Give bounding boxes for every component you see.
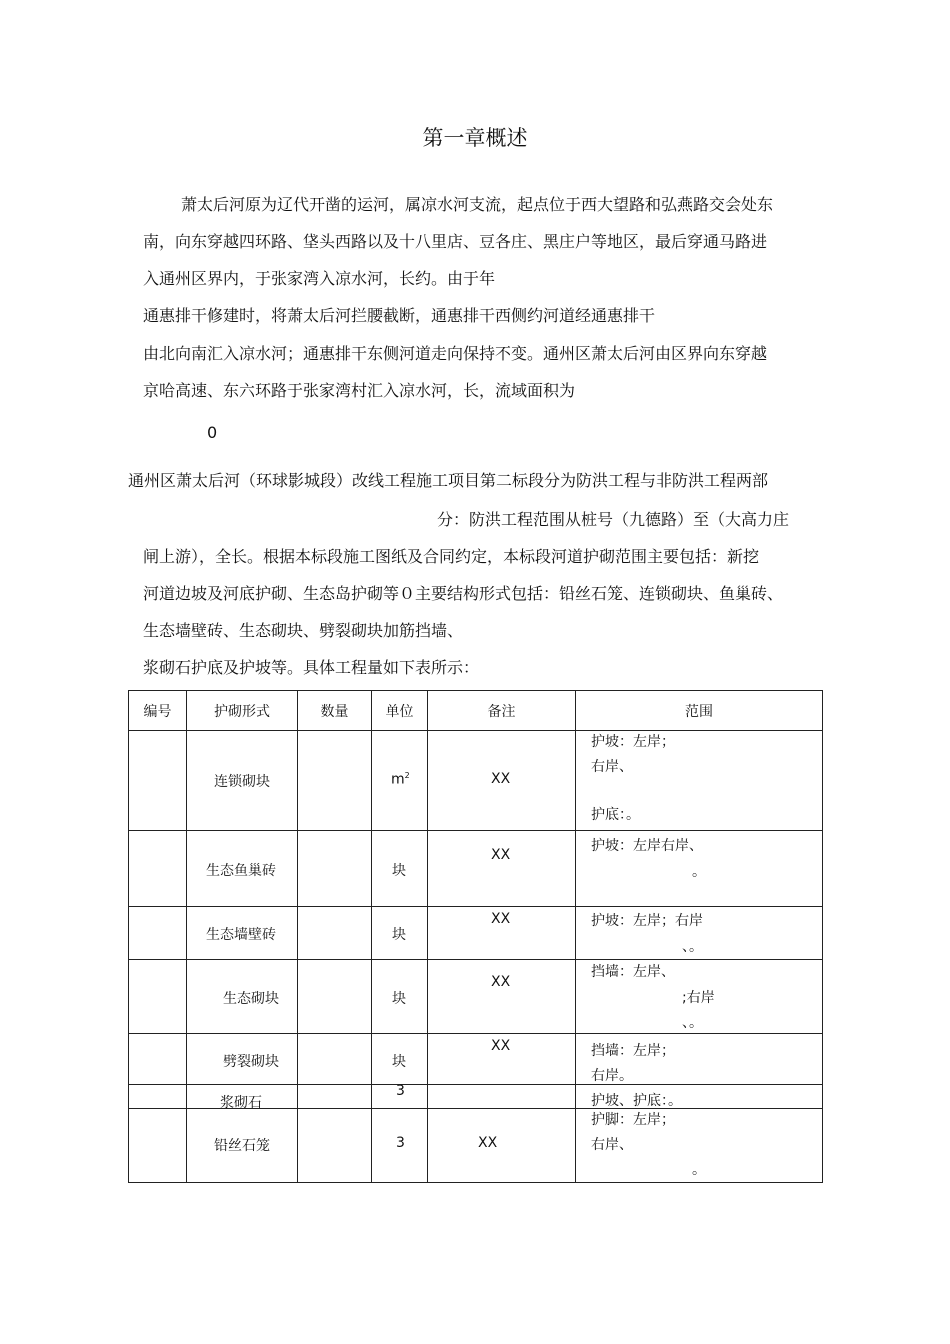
note-label: XX — [478, 1135, 498, 1151]
cell-range — [576, 1085, 823, 1109]
cell-form — [187, 731, 298, 831]
table-row — [129, 1034, 823, 1085]
paragraph-line: 京哈高速、东六环路于张家湾村汇入凉水河，长，流域面积为 — [143, 381, 576, 400]
unit-label: 块 — [392, 863, 406, 879]
cell-unit — [372, 1109, 428, 1183]
table-row — [129, 731, 823, 831]
cell-qty — [298, 831, 372, 907]
form-label: 生态砌块 — [223, 991, 279, 1007]
range-line: 护坡：左岸右岸、 — [591, 838, 703, 854]
cell-unit — [372, 1034, 428, 1085]
header-qty: 数量 — [298, 691, 372, 731]
range-line: 。 — [692, 864, 706, 880]
range-line: 右岸。 — [591, 1068, 633, 1084]
paragraph-line: 萧太后河原为辽代开凿的运河，属凉水河支流，起点位于西大望路和弘燕路交会处东 — [181, 195, 774, 214]
cell-qty — [298, 731, 372, 831]
unit-label: 块 — [392, 991, 406, 1007]
cell-id — [129, 960, 187, 1034]
cell-note — [428, 1085, 576, 1109]
unit-label: 3 — [396, 1135, 405, 1151]
unit-label: 块 — [392, 1054, 406, 1070]
table-row — [129, 907, 823, 960]
cell-range — [576, 1109, 823, 1183]
unit-label: 块 — [392, 927, 406, 943]
cell-qty — [298, 907, 372, 960]
range-line: 右岸、 — [591, 1137, 633, 1153]
form-label: 劈裂砌块 — [223, 1054, 279, 1070]
paragraph-line: 由北向南汇入凉水河；通惠排干东侧河道走向保持不变。通州区萧太后河由区界向东穿越 — [143, 344, 768, 363]
range-line: 护坡、护底：。 — [591, 1093, 682, 1109]
cell-form — [187, 1085, 298, 1109]
cell-range — [576, 1034, 823, 1085]
cell-id — [129, 1085, 187, 1109]
unit-label: $m^2$ — [391, 771, 410, 788]
paragraph-line: 闸上游），全长。根据本标段施工图纸及合同约定，本标段河道护砌范围主要包括：新挖 — [143, 547, 760, 566]
table-header-row — [129, 691, 823, 731]
cell-form — [187, 1109, 298, 1183]
table-row — [129, 1109, 823, 1183]
paragraph-line: 通州区萧太后河（环球影城段）改线工程施工项目第二标段分为防洪工程与非防洪工程两部 — [128, 471, 769, 490]
cell-id — [129, 831, 187, 907]
cell-qty — [298, 1085, 372, 1109]
cell-form — [187, 960, 298, 1034]
cell-range — [576, 831, 823, 907]
cell-id — [129, 1109, 187, 1183]
header-note: 备注 — [428, 691, 576, 731]
note-label: XX — [491, 911, 511, 927]
cell-note — [428, 907, 576, 960]
cell-unit — [372, 831, 428, 907]
cell-id — [129, 1034, 187, 1085]
range-line: 右岸、 — [591, 759, 633, 775]
paragraph-line: 分：防洪工程范围从桩号（九德路）至（大高力庄 — [437, 510, 790, 529]
cell-range — [576, 960, 823, 1034]
range-line: ;右岸 — [682, 990, 715, 1006]
cell-qty — [298, 1109, 372, 1183]
table-row — [129, 960, 823, 1034]
cell-range — [576, 731, 823, 831]
cell-unit — [372, 960, 428, 1034]
cell-note — [428, 831, 576, 907]
paragraph-line: 入通州区界内，于张家湾入凉水河，长约。由于年 — [143, 269, 496, 288]
range-line: 、。 — [682, 1015, 703, 1031]
table-row — [129, 831, 823, 907]
quantity-table — [128, 690, 823, 1183]
cell-form — [187, 1034, 298, 1085]
header-unit: 单位 — [372, 691, 428, 731]
cell-range — [576, 907, 823, 960]
cell-id — [129, 907, 187, 960]
paragraph-line: 河道边坡及河底护砌、生态岛护砌等０主要结构形式包括：铅丝石笼、连锁砌块、鱼巢砖、 — [143, 584, 784, 603]
header-id: 编号 — [129, 691, 187, 731]
range-line: 护底：。 — [591, 807, 640, 823]
header-range: 范围 — [576, 691, 823, 731]
cell-note — [428, 1109, 576, 1183]
form-label: 生态鱼巢砖 — [206, 863, 276, 879]
range-line: 护坡：左岸；右岸 — [591, 913, 703, 929]
form-label: 铅丝石笼 — [214, 1138, 270, 1154]
note-label: XX — [491, 771, 511, 787]
cell-note — [428, 960, 576, 1034]
cell-note — [428, 731, 576, 831]
chapter-title: 第一章概述 — [422, 126, 528, 150]
header-form: 护砌形式 — [187, 691, 298, 731]
cell-qty — [298, 1034, 372, 1085]
note-label: XX — [491, 974, 511, 990]
paragraph-line: 生态墙壁砖、生态砌块、劈裂砌块加筋挡墙、 — [143, 621, 464, 640]
cell-unit — [372, 731, 428, 831]
cell-note — [428, 1034, 576, 1085]
form-label: 生态墙壁砖 — [206, 927, 276, 943]
unit-label: 3 — [396, 1083, 405, 1099]
cell-unit — [372, 907, 428, 960]
note-label: XX — [491, 1038, 511, 1054]
paragraph-line: 通惠排干修建时，将萧太后河拦腰截断，通惠排干西侧约河道经通惠排干 — [143, 306, 656, 325]
cell-form — [187, 907, 298, 960]
range-line: 护脚：左岸； — [591, 1112, 675, 1128]
table-row — [129, 1085, 823, 1109]
form-label: 连锁砌块 — [214, 774, 270, 790]
cell-qty — [298, 960, 372, 1034]
form-label: 浆砌石 — [220, 1095, 262, 1111]
paragraph-line: 浆砌石护底及护坡等。具体工程量如下表所示： — [143, 658, 480, 677]
cell-form — [187, 831, 298, 907]
range-line: 挡墙：左岸、 — [591, 964, 675, 980]
paragraph-line: 南，向东穿越四环路、垡头西路以及十八里店、豆各庄、黑庄户等地区，最后穿通马路进 — [143, 232, 768, 251]
cell-id — [129, 731, 187, 831]
range-line: 、。 — [682, 939, 703, 955]
range-line: 护坡：左岸； — [591, 734, 675, 750]
note-label: XX — [491, 847, 511, 863]
stray-zero: 0 — [207, 423, 218, 442]
range-line: 挡墙：左岸； — [591, 1043, 675, 1059]
cell-unit — [372, 1085, 428, 1109]
range-line: 。 — [692, 1162, 706, 1178]
